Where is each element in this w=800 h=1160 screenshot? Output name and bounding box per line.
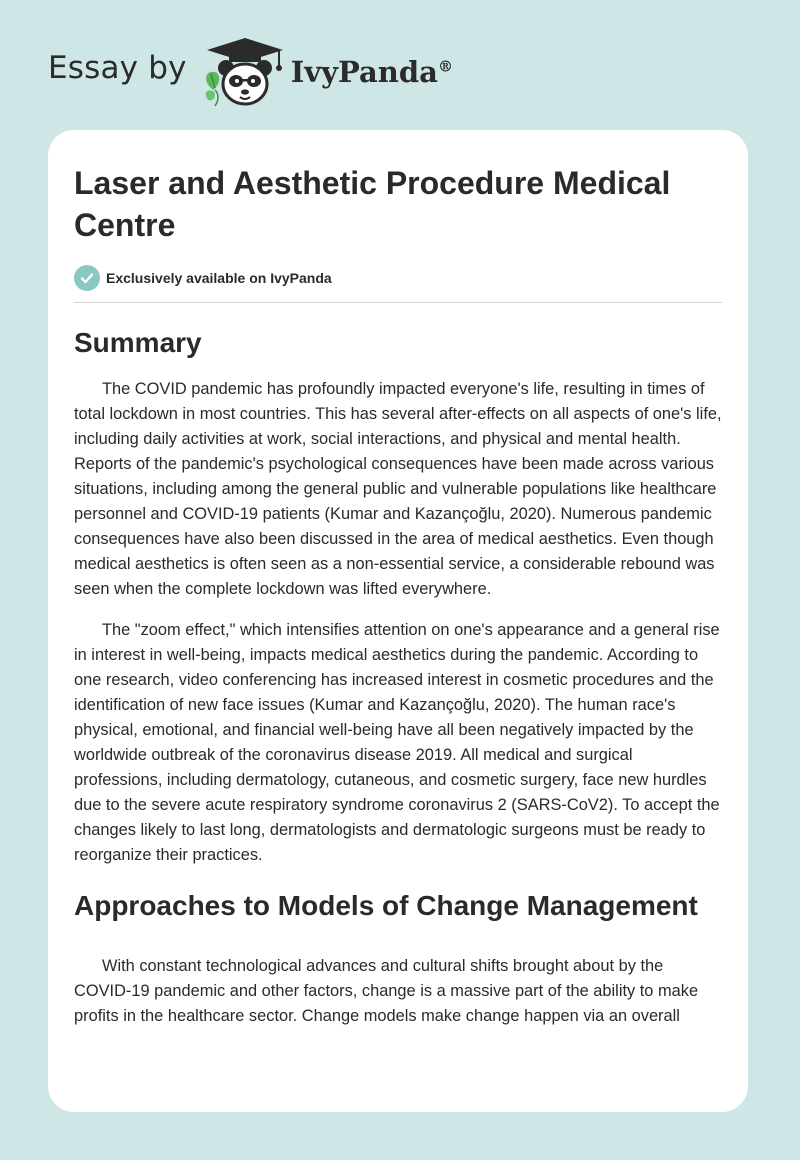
panda-graduate-icon <box>199 30 289 110</box>
section-heading-approaches: Approaches to Models of Change Management <box>74 890 698 921</box>
exclusive-label: Exclusively available on IvyPanda <box>106 270 332 286</box>
registered-mark: ® <box>437 57 453 76</box>
essay-title: Laser and Aesthetic Procedure Medical Centre <box>74 165 671 243</box>
essay-card <box>48 130 748 1112</box>
section-heading-summary: Summary <box>74 327 202 358</box>
summary-paragraph-2: The "zoom effect," which intensifies attention on one's appearance and a general rise in interest in well-being, impacts medical aesthetics during the pandemic. According to one research, video conferencing has increased interest in cosmetic procedures and the identification of new face issues (Kumar and Kazançoğlu, 2020). The human race's physical, emotional, and financial well-being have all been negatively impacted by the worldwide outbreak of the coronavirus disease 2019. All medical and surgical professions, including dermatology, cutaneous, and cosmetic surgery, face new hurdles due to the severe acute respiratory syndrome coronavirus 2 (SARS-CoV2). To accept the changes likely to last long, dermatologists and dermatologic surgeons must be ready to reorganize their practices. <box>74 621 720 864</box>
brand-name <box>291 55 453 89</box>
brand-header[interactable] <box>48 30 508 110</box>
brand-prefix: Essay by <box>48 50 187 86</box>
check-circle-icon <box>74 265 100 291</box>
brand-name-text: IvyPanda <box>290 55 438 89</box>
approaches-paragraph-1: With constant technological advances and cultural shifts brought about by the COVID-19 pandemic and other factors, change is a massive part of the ability to make profits in the healthcare sector. Change models make change happen via an overall <box>74 957 699 1025</box>
exclusive-badge <box>74 264 722 292</box>
summary-paragraph-1: The COVID pandemic has profoundly impacted everyone's life, resulting in times of total lockdown in most countries. This has several after-effects on all aspects of one's life, including daily activities at work, social interactions, and physical and mental health. Reports of the pandemic's psychological consequences have been made across various situations, including among the general public and vulnerable populations like healthcare personnel and COVID-19 patients (Kumar and Kazançoğlu, 2020). Numerous pandemic consequences have also been discussed in the area of medical aesthetics. Even though medical aesthetics is often seen as a non-essential service, a considerable rebound was seen when the complete lockdown was lifted everywhere. <box>74 380 722 598</box>
divider <box>74 302 722 303</box>
